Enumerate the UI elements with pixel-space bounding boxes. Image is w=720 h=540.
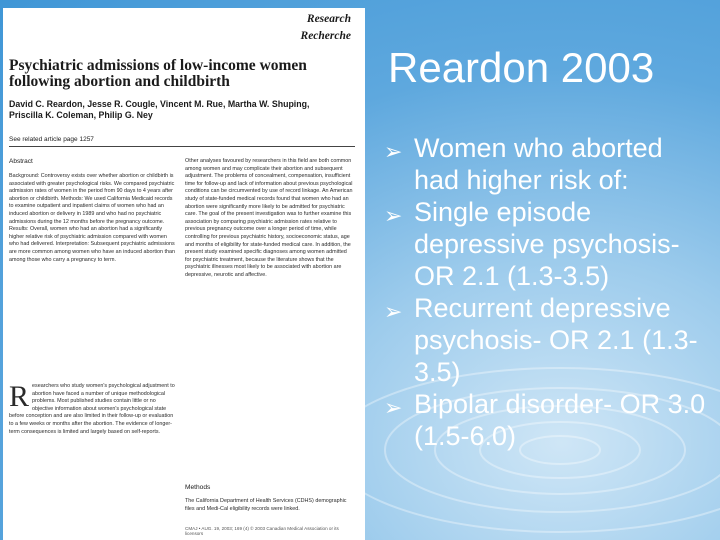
- bullet-list: [384, 132, 712, 452]
- bullet-text: Bipolar disorder- OR 3.0 (1.5-6.0): [414, 389, 706, 451]
- arrow-bullet-icon: ➢: [384, 139, 403, 164]
- paper-kicker-research: Research: [306, 13, 351, 25]
- paper-abstract-heading: Abstract: [9, 158, 33, 165]
- paper-abstract-text: Background: Controversy exists over whether abortion or childbirth is associated with greater psychological risks. We compared psychiatric admission rates of women in the period from 90 days to 4 years after abortion or childbirth. Methods: We used California Medicaid records to examine outpatient and inpatient claims of women who had an induced abortion or delivery in 1989 and who had no psychiatric admissions during the 12 months before the pregnancy outcome. Results: Overall, women who had an abortion had a significantly higher relative risk of psychiatric admission compared with women who had delivered. Interpretation: Subsequent psychiatric admissions are more common among women who have an induced abortion than among those who carry a pregnancy to term.: [9, 173, 176, 263]
- paper-title: Psychiatric admissions of low-income women following abortion and childbirth: [9, 57, 307, 90]
- bullet-item: [384, 292, 712, 388]
- bullet-text: Single episode depressive psychosis- OR 2.1 (1.3-3.5): [414, 197, 680, 291]
- bullet-text: Recurrent depressive psychosis- OR 2.1 (1.3-3.5): [414, 293, 698, 387]
- arrow-bullet-icon: ➢: [384, 299, 403, 324]
- arrow-bullet-icon: ➢: [384, 395, 403, 420]
- bullet-item: [384, 196, 712, 292]
- paper-thumbnail: [3, 8, 365, 540]
- paper-column-2-text: Other analyses favoured by researchers in this field are both common among women and may complicate their abortion and subsequent adjustment. The problems of concealment, compensation, insufficient time for follow-up and lack of information about previous psychological conditions can be circumvented by use of record linkage. An American study of state-funded medical records found that women who had an abortion were significantly more likely to be admitted for psychiatric care. The goal of the present investigation was to further examine this association by comparing psychiatric admission rates relative to previous pregnancy outcome over a longer period of time, while controlling for previous psychiatric history, socioeconomic status, age and months of eligibility for state-funded medical care. In addition, the present study examined specific diagnoses among women admitted for psychiatric treatment, because the literature shows that the psychiatric illnesses most likely to be associated with abortion are depressive, neurotic and affective.: [185, 158, 353, 278]
- paper-kicker-recherche: Recherche: [300, 30, 351, 42]
- paper-methods-text: The California Department of Health Services (CDHS) demographic files and Medi-Cal eligibility records were linked.: [185, 498, 347, 512]
- slide-title: Reardon 2003: [388, 44, 655, 91]
- paper-intro: [9, 383, 177, 523]
- paper-intro-text: esearchers who study women's psychological adjustment to abortion have faced a number of unique methodological problems. Most published studies contain little or no objective information about women's psychological state before conception and are also limited in their follow-up or evaluation to a few weeks or months after the abortion. The evidence of longer-term consequences is limited and largely based on self-reports.: [9, 383, 175, 435]
- bullet-text: Women who aborted had higher risk of:: [414, 133, 663, 195]
- paper-authors: David C. Reardon, Jesse R. Cougle, Vincent M. Rue, Martha W. Shuping, Priscilla K. Coleman, Philip G. Ney: [9, 99, 310, 120]
- paper-dropcap: R: [9, 383, 30, 413]
- paper-footer: CMAJ • AUG. 19, 2003; 169 (4) © 2003 Canadian Medical Association or its licensors: [185, 526, 339, 536]
- bullet-item: [384, 132, 712, 196]
- paper-see-also: See related article page 1257: [9, 136, 94, 143]
- paper-methods-heading: Methods: [185, 484, 211, 491]
- bullet-item: [384, 388, 712, 452]
- paper-divider: [9, 146, 355, 147]
- arrow-bullet-icon: ➢: [384, 203, 403, 228]
